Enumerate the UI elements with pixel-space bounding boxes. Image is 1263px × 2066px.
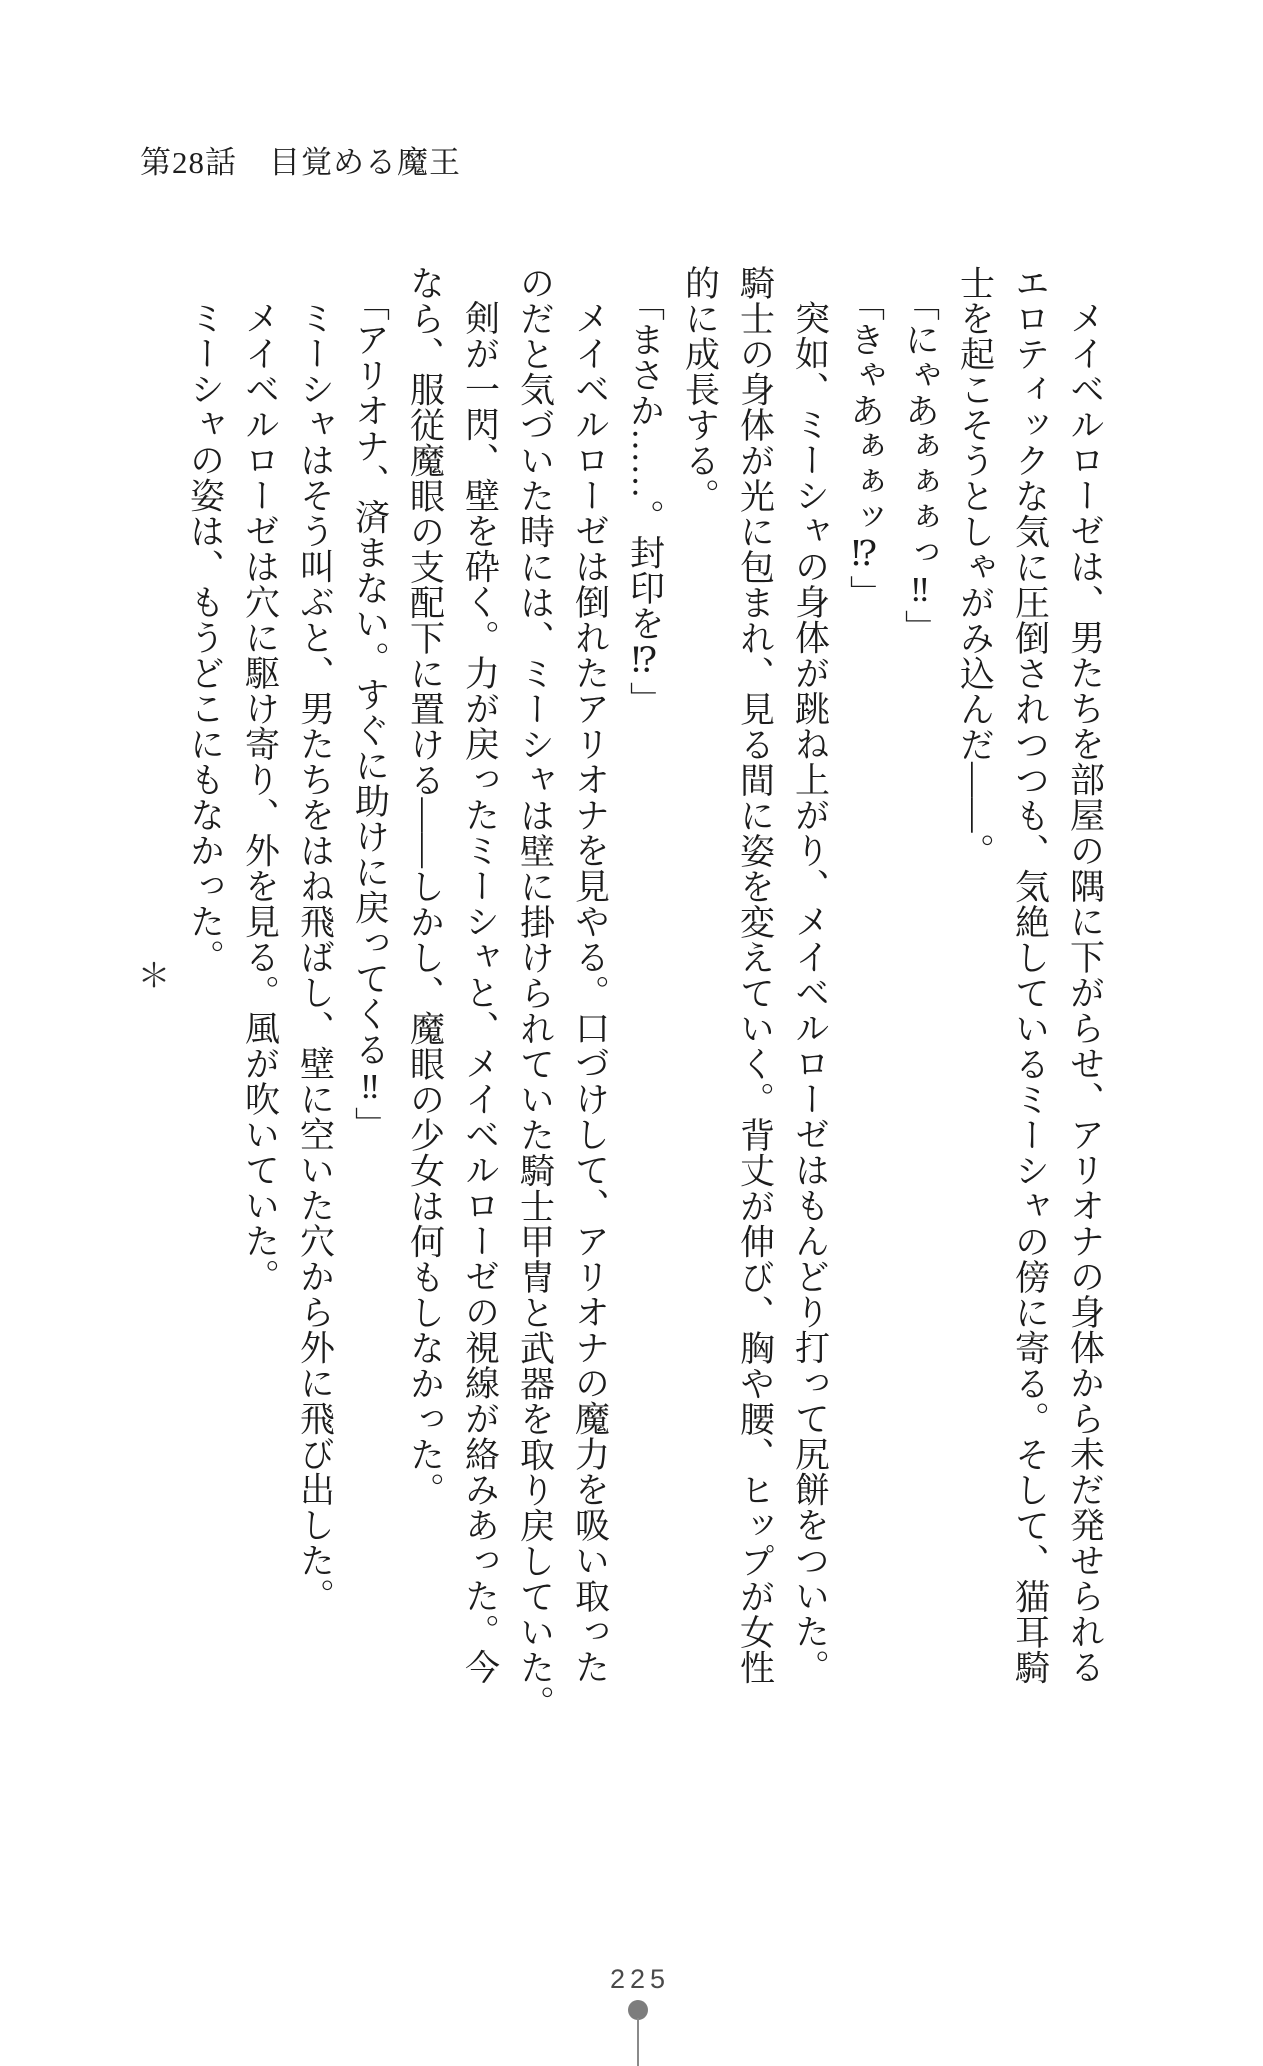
chapter-header: 第28話 目覚める魔王 bbox=[140, 145, 461, 180]
text-line: 「きゃあぁぁッ⁉」 bbox=[845, 286, 885, 611]
text-line: メイベルローゼは倒れたアリオナを見やる。口づけして、アリオナの魔力を吸い取った bbox=[570, 300, 610, 1685]
text-line: 「まさか……。封印を⁉」 bbox=[625, 286, 665, 717]
page-number: 225 bbox=[609, 1964, 671, 1994]
text-line: メイベルローゼは、男たちを部屋の隅に下がらせ、アリオナの身体から未だ発せられる bbox=[1065, 300, 1105, 1685]
text-line: なら、服従魔眼の支配下に置ける――しかし、魔眼の少女は何もしなかった。 bbox=[405, 265, 445, 1508]
text-line: エロティックな気に圧倒されつつも、気絶しているミーシャの傍に寄る。そして、猫耳騎 bbox=[1010, 265, 1050, 1685]
section-separator: ＊ bbox=[132, 958, 169, 992]
text-line: 「にゃあぁぁぁっ‼」 bbox=[900, 286, 940, 645]
text-line: 的に成長する。 bbox=[680, 265, 720, 514]
text-line: 士を起こそうとしゃがみ込んだ――。 bbox=[955, 265, 995, 869]
text-line: ミーシャはそう叫ぶと、男たちをはね飛ばし、壁に空いた穴から外に飛び出した。 bbox=[295, 300, 335, 1614]
text-line: 剣が一閃、壁を砕く。力が戻ったミーシャと、メイベルローゼの視線が絡みあった。今 bbox=[460, 300, 500, 1685]
footer-dot-icon bbox=[628, 2000, 648, 2020]
footer-rule-line bbox=[637, 2018, 639, 2066]
text-line: 「アリオナ、済まない。すぐに助けに戻ってくる‼」 bbox=[350, 286, 390, 1142]
text-line: のだと気づいた時には、ミーシャは壁に掛けられていた騎士甲冑と武器を取り戻していた。 bbox=[515, 265, 555, 1721]
text-line: ミーシャの姿は、もうどこにもなかった。 bbox=[185, 300, 225, 975]
text-line: 騎士の身体が光に包まれ、見る間に姿を変えていく。背丈が伸び、胸や腰、ヒップが女性 bbox=[735, 265, 775, 1685]
text-line: メイベルローゼは穴に駆け寄り、外を見る。風が吹いていた。 bbox=[240, 300, 280, 1294]
text-line: 突如、ミーシャの身体が跳ね上がり、メイベルローゼはもんどり打って尻餅をついた。 bbox=[790, 300, 830, 1685]
